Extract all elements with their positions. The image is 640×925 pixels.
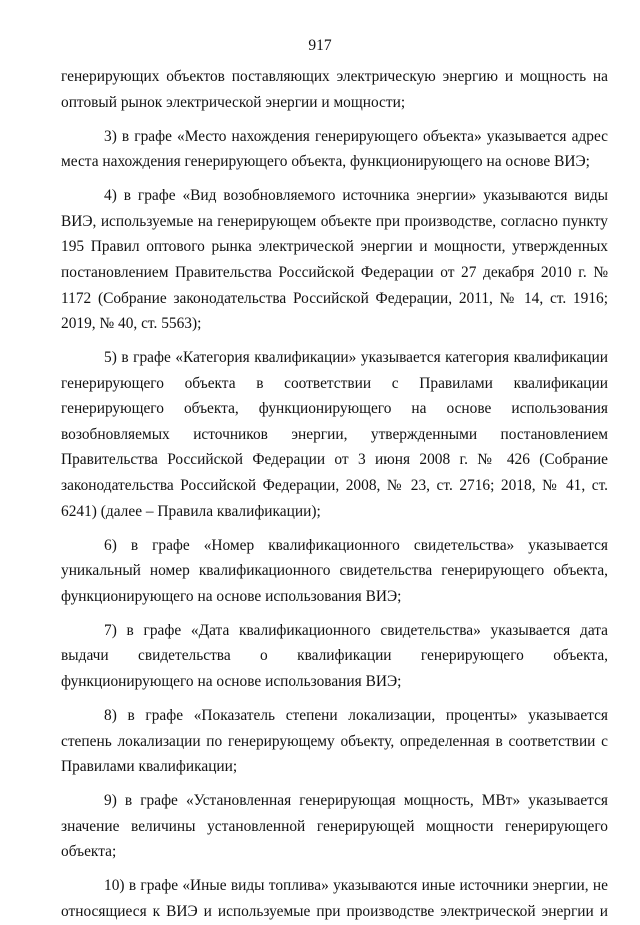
paragraph-item-5: 5) в графе «Категория квалификации» указывается категория квалификации генерирующего объекта в соответствии с Правилами квалификации генерирующего объекта, функционирующего на основе использования возобновляемых источников энергии, утвержденными постановлением Правительства Российской Федерации от 3 июня 2008 г. № 426 (Собрание законодательства Российской Федерации, 2008, № 23, ст. 2716; 2018, № 41, ст. 6241) (далее – Правила квалификации);	[61, 349, 608, 520]
paragraph-continuation: генерирующих объектов поставляющих электрическую энергию и мощность на оптовый рынок электрической энергии и мощности;	[61, 68, 608, 111]
paragraph-item-10: 10) в графе «Иные виды топлива» указываются иные источники энергии, не относящиеся к ВИЭ и используемые при производстве электрической энергии и	[61, 877, 608, 920]
page-number: 917	[308, 37, 332, 54]
paragraph-item-8: 8) в графе «Показатель степени локализации, проценты» указывается степень локализации по генерирующему объекту, определенная в соответствии с Правилами квалификации;	[61, 707, 608, 776]
paragraph-item-3: 3) в графе «Место нахождения генерирующего объекта» указывается адрес места нахождения генерирующего объекта, функционирующего на основе ВИЭ;	[61, 127, 608, 171]
document-body	[61, 64, 608, 925]
paragraph-item-4: 4) в графе «Вид возобновляемого источника энергии» указываются виды ВИЭ, используемые на генерирующем объекте при производстве, согласно пункту 195 Правил оптового рынка электрической энергии и мощности, утвержденных постановлением Правительства Российской Федерации от 27 декабря 2010 г. № 1172 (Собрание законодательства Российской Федерации, 2011, № 14, ст. 1916; 2019, № 40, ст. 5563);	[61, 187, 608, 333]
paragraph-item-7: 7) в графе «Дата квалификационного свидетельства» указывается дата выдачи свидетельства о квалификации генерирующего объекта, функционирующего на основе использования ВИЭ;	[61, 621, 608, 691]
paragraph-item-9: 9) в графе «Установленная генерирующая мощность, МВт» указывается значение величины установленной генерирующей мощности генерирующего объекта;	[61, 792, 608, 861]
paragraph-item-6: 6) в графе «Номер квалификационного свидетельства» указывается уникальный номер квалификационного свидетельства генерирующего объекта, функционирующего на основе использования ВИЭ;	[61, 536, 608, 605]
